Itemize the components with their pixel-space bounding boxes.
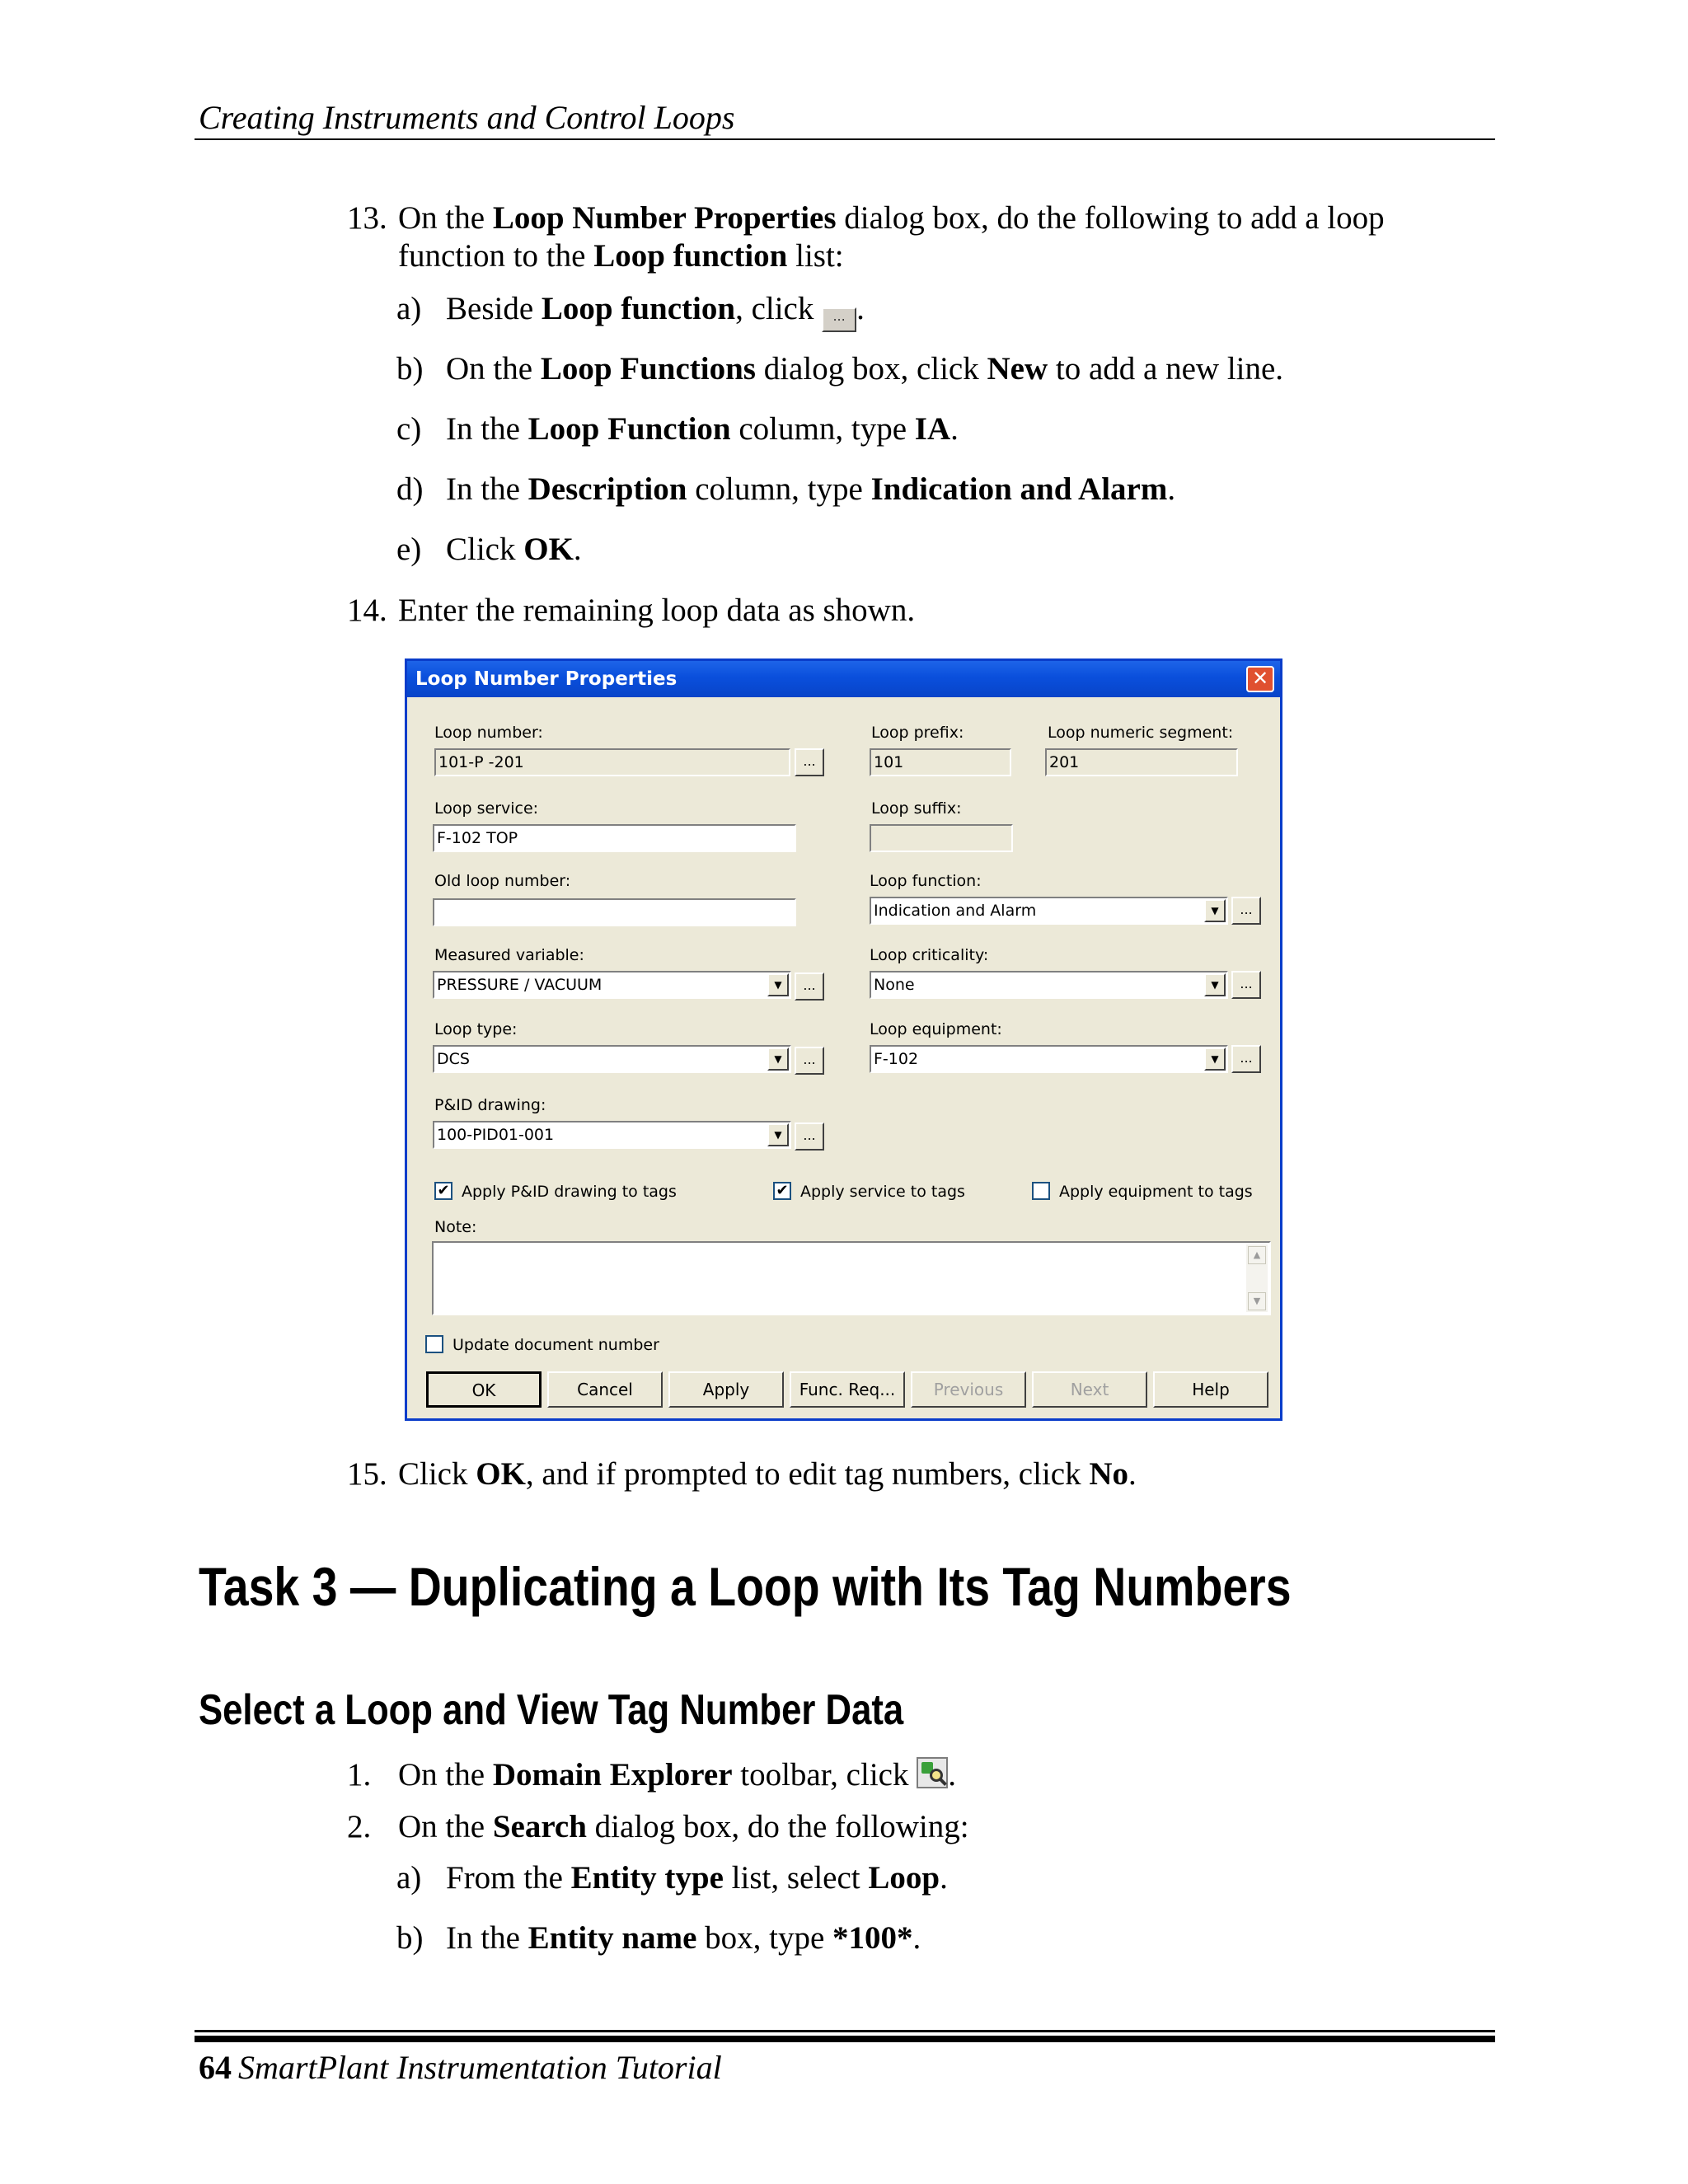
chevron-down-icon[interactable]: ▼ — [767, 1123, 789, 1146]
scroll-up-icon[interactable]: ▲ — [1248, 1246, 1266, 1264]
loop-numeric-segment-field[interactable]: 201 — [1045, 748, 1238, 776]
loop-equipment-ellipsis-button[interactable]: ... — [1231, 1045, 1261, 1073]
close-icon[interactable]: ✕ — [1246, 666, 1274, 692]
old-loop-number-label: Old loop number: — [434, 872, 571, 890]
header-rule — [195, 138, 1495, 140]
apply-equipment-label: Apply equipment to tags — [1059, 1183, 1253, 1201]
loop-number-label: Loop number: — [434, 724, 543, 742]
book-title: SmartPlant Instrumentation Tutorial — [238, 2049, 722, 2086]
ellipsis-button-icon: ... — [822, 307, 856, 332]
running-header: Creating Instruments and Control Loops — [199, 99, 735, 136]
scroll-down-icon[interactable]: ▼ — [1248, 1292, 1266, 1310]
apply-service-checkbox[interactable]: ✔ — [773, 1182, 791, 1200]
loop-suffix-field[interactable] — [870, 824, 1013, 852]
loop-service-field[interactable]: F-102 TOP — [433, 824, 796, 852]
cancel-button[interactable]: Cancel — [547, 1371, 663, 1408]
apply-pid-checkbox[interactable]: ✔ — [434, 1182, 452, 1200]
old-loop-number-field[interactable] — [433, 898, 796, 926]
ok-button[interactable]: OK — [426, 1371, 542, 1408]
chevron-down-icon[interactable]: ▼ — [1204, 899, 1226, 922]
loop-criticality-ellipsis-button[interactable]: ... — [1231, 971, 1261, 999]
loop-function-ellipsis-button[interactable]: ... — [1231, 897, 1261, 925]
loop-type-ellipsis-button[interactable]: ... — [795, 1047, 824, 1075]
page-number: 64 — [199, 2049, 232, 2086]
next-button[interactable]: Next — [1032, 1371, 1147, 1408]
step-text-line1: On the Loop Number Properties dialog box, do the following to add a loop — [398, 200, 1385, 236]
loop-type-select[interactable]: DCS ▼ — [433, 1045, 791, 1073]
dialog-title: Loop Number Properties — [415, 668, 678, 690]
chevron-down-icon[interactable]: ▼ — [767, 973, 789, 996]
loop-number-ellipsis-button[interactable]: ... — [795, 748, 824, 776]
loop-criticality-label: Loop criticality: — [870, 946, 989, 964]
loop-function-select[interactable]: Indication and Alarm ▼ — [870, 897, 1228, 925]
loop-criticality-select[interactable]: None ▼ — [870, 971, 1228, 999]
chevron-down-icon[interactable]: ▼ — [767, 1047, 789, 1071]
step-number: 13. — [347, 200, 387, 236]
footer-rule-thick — [195, 2036, 1495, 2042]
section-heading: Select a Loop and View Tag Number Data — [199, 1686, 904, 1734]
footer-rule — [195, 2030, 1495, 2032]
func-req-button[interactable]: Func. Req... — [790, 1371, 905, 1408]
update-document-number-label: Update document number — [452, 1336, 659, 1354]
running-footer — [199, 2047, 722, 2088]
step-text-line2: function to the Loop function list: — [398, 238, 844, 274]
note-scrollbar[interactable] — [1246, 1244, 1268, 1312]
loop-prefix-field[interactable]: 101 — [870, 748, 1011, 776]
loop-suffix-label: Loop suffix: — [871, 799, 962, 818]
pid-drawing-label: P&ID drawing: — [434, 1096, 546, 1114]
loop-type-label: Loop type: — [434, 1020, 518, 1038]
loop-numeric-segment-label: Loop numeric segment: — [1048, 724, 1234, 742]
measured-variable-label: Measured variable: — [434, 946, 584, 964]
chevron-down-icon[interactable]: ▼ — [1204, 973, 1226, 996]
previous-button[interactable]: Previous — [911, 1371, 1026, 1408]
note-textarea[interactable] — [432, 1241, 1271, 1315]
loop-number-properties-dialog — [405, 658, 1282, 1421]
pid-drawing-select[interactable]: 100-PID01-001 ▼ — [433, 1121, 791, 1149]
dialog-titlebar — [407, 661, 1280, 697]
note-label: Note: — [434, 1218, 477, 1236]
apply-pid-label: Apply P&ID drawing to tags — [462, 1183, 677, 1201]
apply-button[interactable]: Apply — [668, 1371, 784, 1408]
measured-variable-ellipsis-button[interactable]: ... — [795, 972, 824, 1001]
apply-service-label: Apply service to tags — [800, 1183, 965, 1201]
chevron-down-icon[interactable]: ▼ — [1204, 1047, 1226, 1071]
task-heading: Task 3 — Duplicating a Loop with Its Tag Numbers — [199, 1556, 1292, 1617]
measured-variable-select[interactable]: PRESSURE / VACUUM ▼ — [433, 971, 791, 999]
loop-equipment-select[interactable]: F-102 ▼ — [870, 1045, 1228, 1073]
pid-drawing-ellipsis-button[interactable]: ... — [795, 1122, 824, 1151]
loop-service-label: Loop service: — [434, 799, 539, 818]
update-document-number-checkbox[interactable] — [425, 1335, 443, 1353]
search-toolbar-icon — [917, 1757, 948, 1788]
loop-prefix-label: Loop prefix: — [871, 724, 964, 742]
loop-function-label: Loop function: — [870, 872, 982, 890]
loop-number-field[interactable]: 101-P -201 — [434, 748, 790, 776]
loop-equipment-label: Loop equipment: — [870, 1020, 1002, 1038]
apply-equipment-checkbox[interactable] — [1032, 1182, 1050, 1200]
help-button[interactable]: Help — [1153, 1371, 1268, 1408]
